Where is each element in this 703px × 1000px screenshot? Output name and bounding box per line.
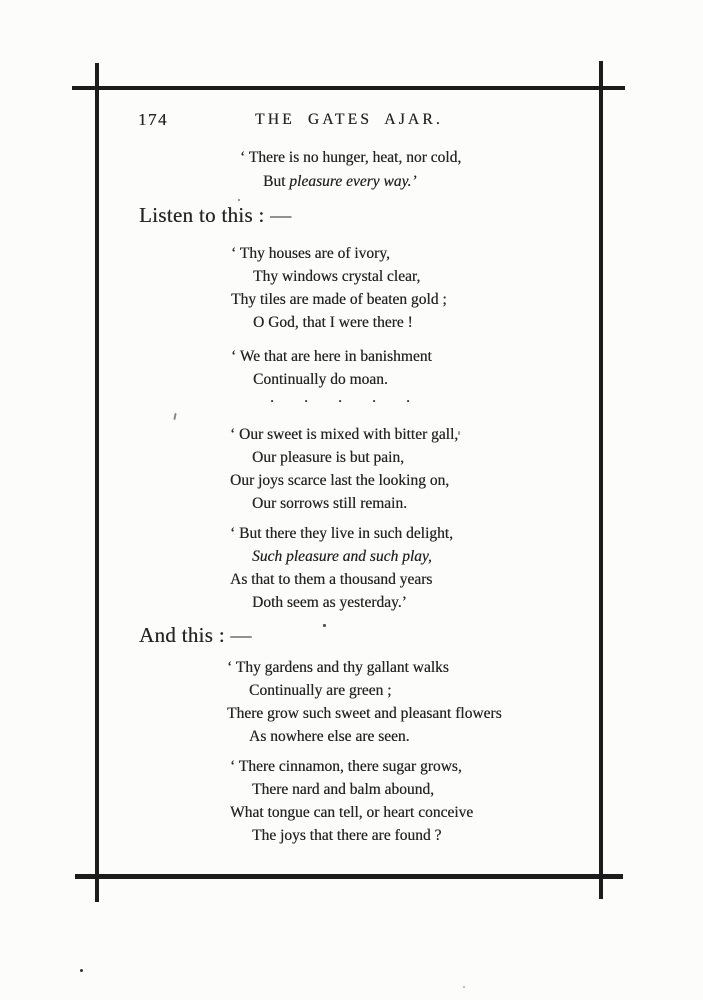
verse-line: ‘ Thy houses are of ivory, xyxy=(231,245,390,262)
stanza xyxy=(231,345,432,391)
verse-line: What tongue can tell, or heart conceive xyxy=(230,804,474,821)
verse-line: Our pleasure is but pain, xyxy=(252,449,404,466)
stanza xyxy=(230,755,473,847)
verse-line: There nard and balm abound, xyxy=(252,781,435,798)
opening-quote-stanza xyxy=(240,146,461,194)
verse-line: Thy windows crystal clear, xyxy=(253,268,421,285)
verse-line xyxy=(263,170,461,194)
verse-line: Doth seem as yesterday.’ xyxy=(252,594,407,611)
verse-line: ‘ We that are here in banishment xyxy=(231,348,432,365)
verse-line: The joys that there are found ? xyxy=(252,827,442,844)
verse-line: Continually are green ; xyxy=(249,682,392,699)
verse-line: O God, that I were there ! xyxy=(253,314,413,331)
verse-line-italic: Such pleasure and such play, xyxy=(252,548,432,565)
verse-line: Thy tiles are made of beaten gold ; xyxy=(231,291,447,308)
running-head-text: THE GATES AJAR. xyxy=(255,111,443,128)
verse-line: Our joys scarce last the looking on, xyxy=(230,472,450,489)
scan-speck xyxy=(323,624,326,627)
scan-speck xyxy=(80,969,83,972)
frame-border-bottom xyxy=(75,874,623,879)
frame-border-top xyxy=(72,86,625,90)
verse-line: ‘ But there they live in such delight, xyxy=(230,525,453,542)
verse-line: Continually do moan. xyxy=(253,371,388,388)
scan-speck xyxy=(463,986,465,988)
ellipsis-row: . . . . . xyxy=(270,389,410,406)
stanza xyxy=(230,522,453,614)
page-number: 174 xyxy=(138,110,168,129)
running-head xyxy=(98,111,600,129)
verse-line: ‘ Our sweet is mixed with bitter gall, xyxy=(230,426,459,443)
verse-line-italic: pleasure every way.’ xyxy=(289,173,417,190)
verse-line: As nowhere else are seen. xyxy=(249,728,410,745)
scan-speck xyxy=(238,199,240,201)
stanza xyxy=(231,242,447,334)
verse-line: ‘ There cinnamon, there sugar grows, xyxy=(230,758,462,775)
verse-line: As that to them a thousand years xyxy=(230,571,433,588)
verse-line: ‘ There is no hunger, heat, nor cold, xyxy=(240,149,462,166)
verse-line: There grow such sweet and pleasant flowers xyxy=(227,705,502,722)
stanza xyxy=(230,423,458,515)
section-heading-and-this: And this : — xyxy=(139,623,252,647)
frame-border-left xyxy=(95,63,99,902)
scan-speck xyxy=(173,413,176,420)
stanza xyxy=(227,656,502,748)
verse-line: Our sorrows still remain. xyxy=(252,495,407,512)
frame-border-right xyxy=(599,61,603,899)
verse-line-roman: But xyxy=(263,173,290,190)
verse-line: ‘ Thy gardens and thy gallant walks xyxy=(227,659,449,676)
section-heading-listen: Listen to this : — xyxy=(139,203,292,227)
scan-speck xyxy=(458,431,460,435)
